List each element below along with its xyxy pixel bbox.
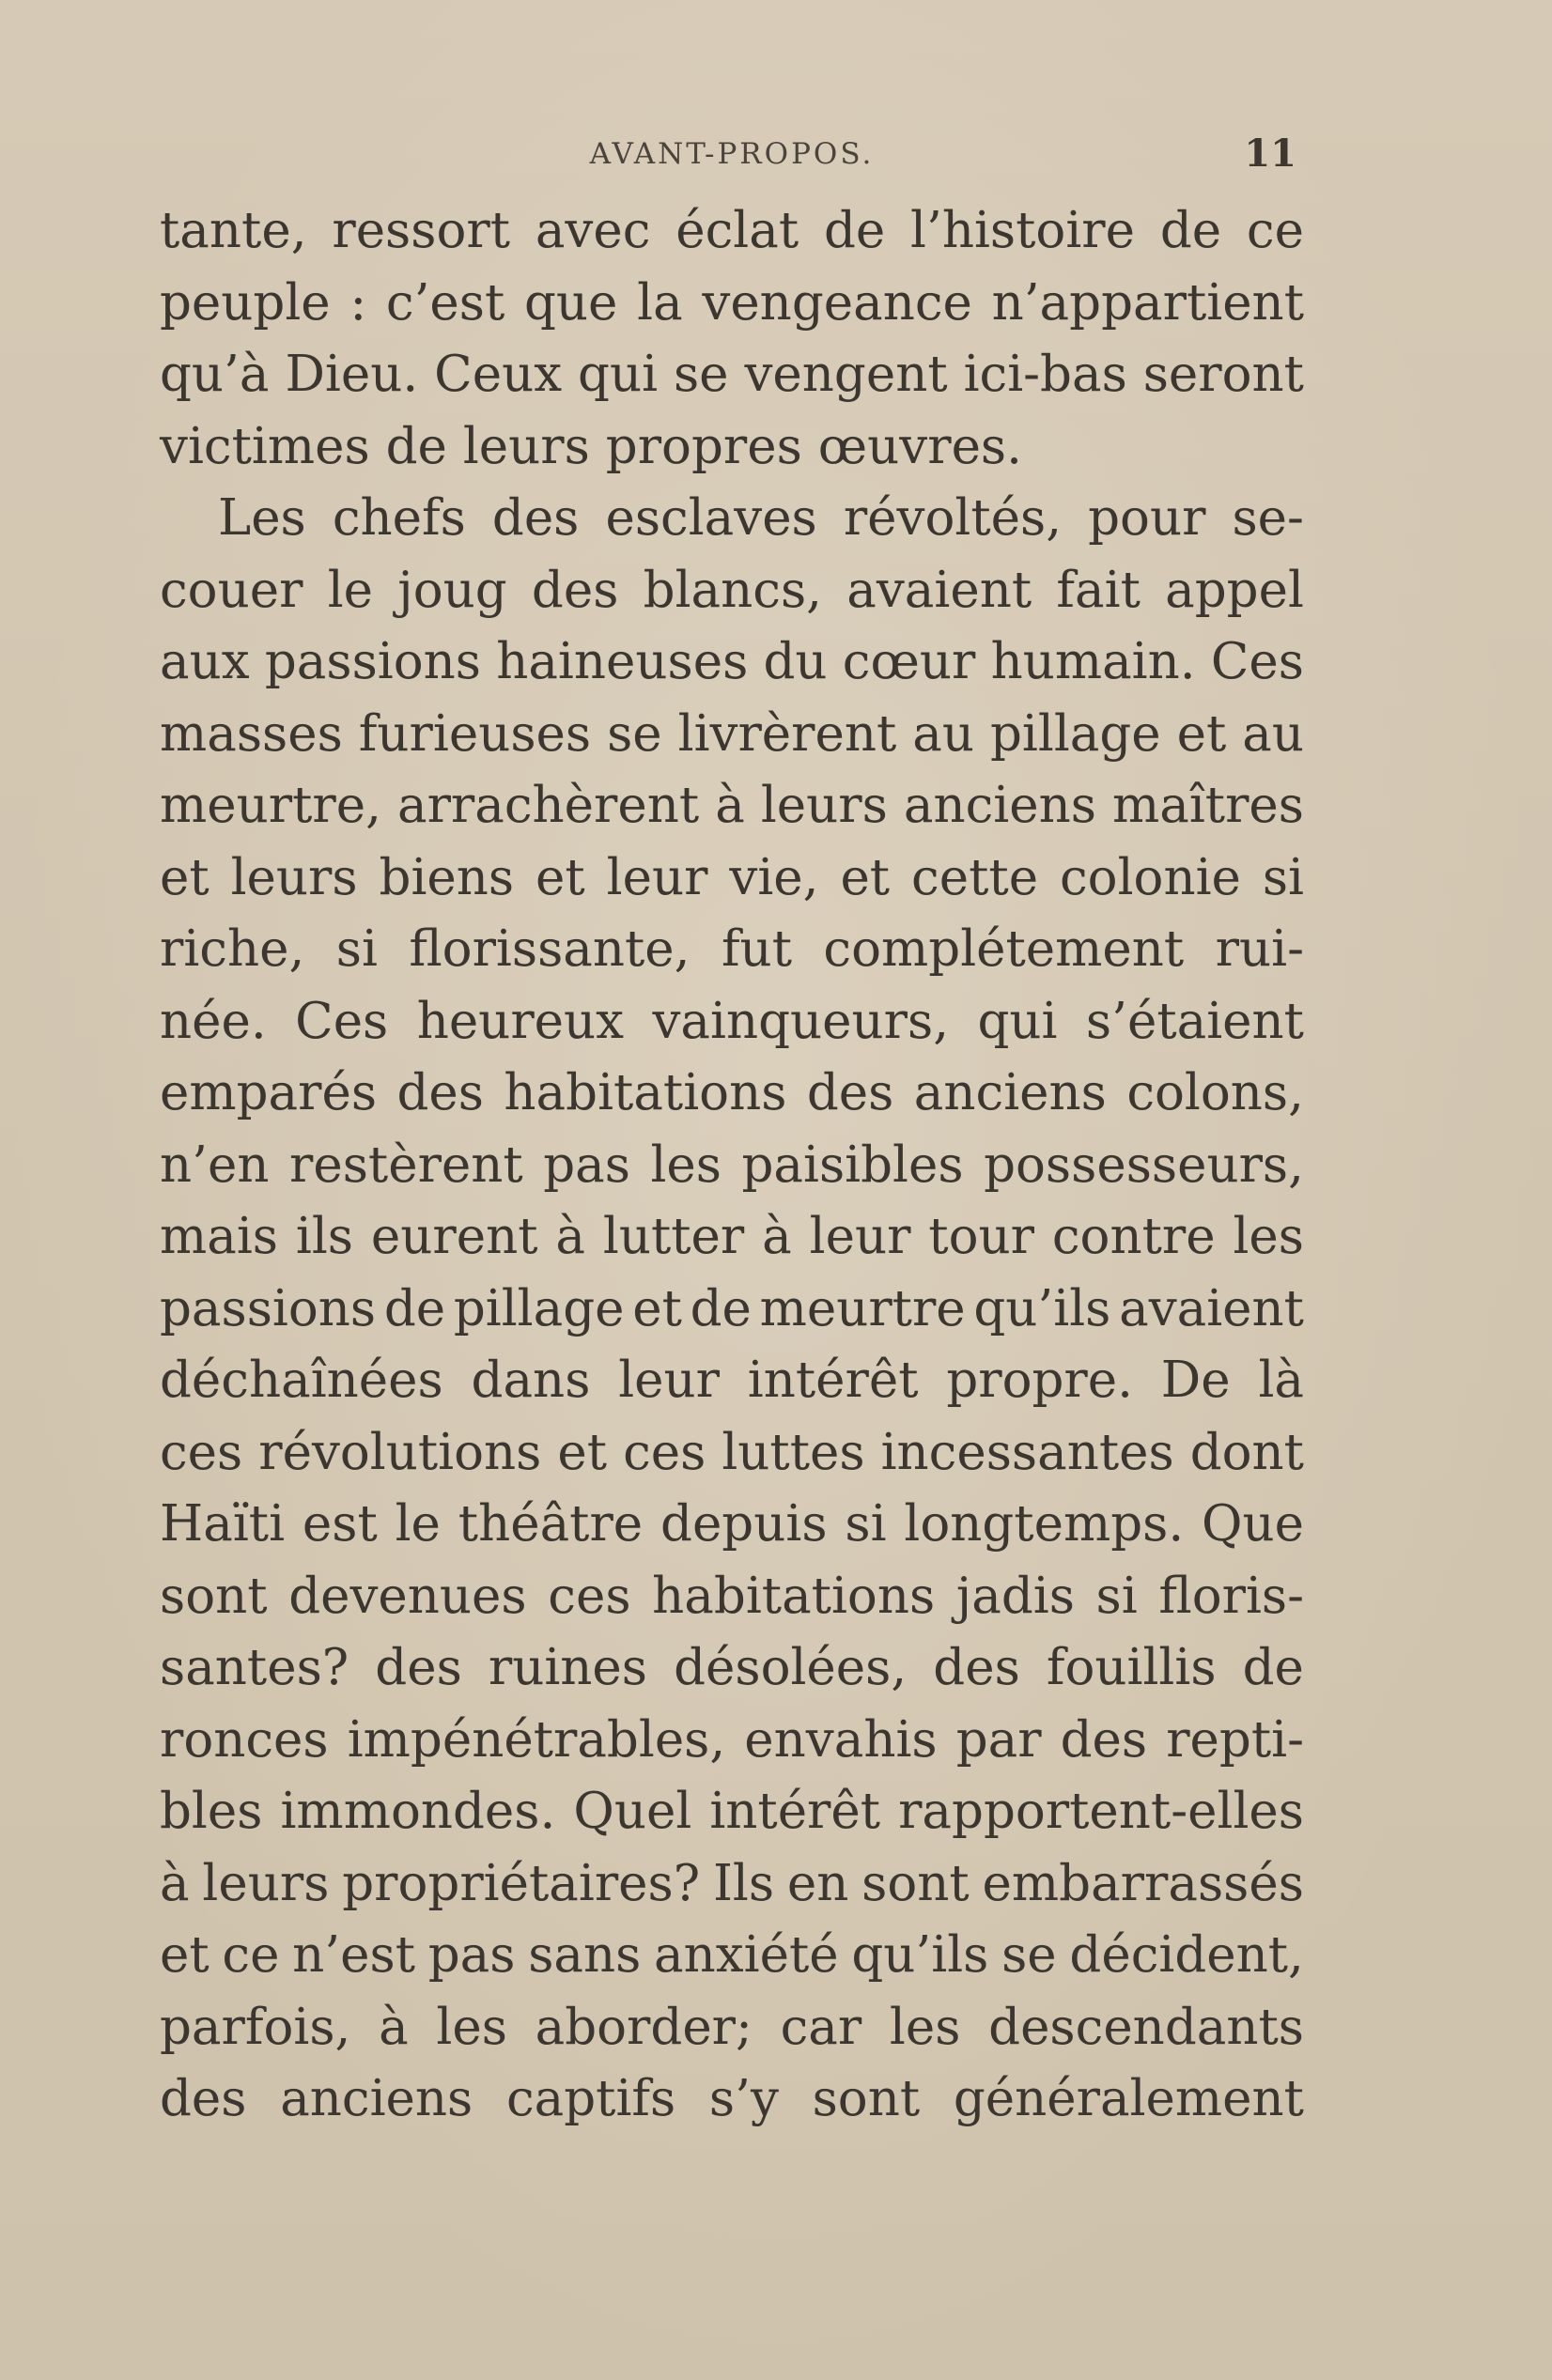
word: fut <box>721 920 792 978</box>
word: passions <box>160 1279 377 1337</box>
word: anciens <box>280 2070 473 2127</box>
text-line <box>160 1274 1304 1346</box>
word: : <box>349 273 367 332</box>
word: lutter <box>602 1208 745 1265</box>
word: avec <box>535 202 651 259</box>
body-text <box>160 195 1304 2136</box>
text-line <box>160 411 1304 484</box>
word: n’appartient <box>991 273 1304 332</box>
word: si <box>335 920 378 978</box>
word: meurtre, <box>160 777 381 834</box>
word: cœur <box>842 633 976 690</box>
word: Haïti <box>160 1495 286 1553</box>
word: rui- <box>1215 920 1304 978</box>
word: qui <box>977 992 1058 1050</box>
word: fouillis <box>1046 1639 1217 1696</box>
word: couer <box>160 561 303 619</box>
word: des <box>806 1064 894 1121</box>
word: au <box>1242 704 1304 763</box>
word: leur <box>618 1352 720 1409</box>
word: descendants <box>988 1998 1304 2056</box>
word: là <box>1258 1352 1304 1409</box>
word: qu’à <box>160 346 270 403</box>
word: à <box>160 1854 190 1912</box>
word: joug <box>397 561 507 619</box>
word: et <box>160 848 210 906</box>
word: de <box>823 202 886 259</box>
word: à <box>715 777 745 834</box>
text-line <box>160 483 1304 555</box>
word: immondes. <box>280 1783 556 1840</box>
word: des <box>160 2070 247 2127</box>
word: de <box>1159 202 1222 259</box>
word: les <box>436 1998 507 2056</box>
word: sont <box>812 2070 921 2127</box>
text-line <box>160 339 1304 411</box>
word: si <box>1095 1567 1138 1625</box>
word: meurtre <box>759 1279 966 1337</box>
text-line <box>160 626 1304 699</box>
word: qu’ils <box>851 1926 989 1984</box>
word: riche, <box>160 920 305 978</box>
word: floris- <box>1158 1567 1304 1625</box>
word: heureux <box>416 992 625 1050</box>
word: et <box>840 848 891 906</box>
word: habitations <box>652 1567 936 1625</box>
word: pour <box>1088 489 1206 547</box>
text-line <box>160 1920 1304 1992</box>
text-line <box>160 2063 1304 2136</box>
word: décident, <box>1069 1926 1304 1984</box>
word: de <box>383 1279 446 1337</box>
text-line <box>160 1848 1304 1921</box>
word: se- <box>1232 489 1304 547</box>
word: bles <box>160 1783 263 1840</box>
text-line <box>160 1561 1304 1633</box>
word: jadis <box>955 1567 1075 1625</box>
word: pillage <box>453 1279 625 1337</box>
word: complétement <box>823 920 1185 978</box>
word: qu’ils <box>973 1279 1111 1337</box>
word: est <box>302 1495 378 1553</box>
text-line <box>160 986 1304 1059</box>
word: née. <box>160 992 267 1050</box>
word: au <box>912 704 975 763</box>
word: les <box>1233 1208 1304 1265</box>
word: envahis <box>744 1710 938 1769</box>
word: peuple <box>160 273 331 332</box>
word: du <box>763 633 828 690</box>
word: restèrent <box>289 1136 523 1194</box>
word: haineuses <box>496 633 749 690</box>
word: arrachèrent <box>396 777 700 834</box>
text-line <box>160 1992 1304 2064</box>
word: leurs <box>230 848 358 906</box>
text-line <box>160 842 1304 915</box>
word: se <box>1001 1926 1057 1984</box>
word: Quel <box>573 1783 692 1840</box>
word: vengeance <box>702 273 972 332</box>
word: anciens <box>913 1064 1107 1121</box>
word: en <box>786 1854 849 1912</box>
word: vainqueurs, <box>652 992 950 1050</box>
word: depuis <box>660 1495 828 1553</box>
word: propre. <box>946 1352 1133 1409</box>
word: Ces <box>1210 633 1304 690</box>
word: propriétaires? <box>342 1854 701 1912</box>
word: le <box>327 561 374 619</box>
word: à <box>555 1208 585 1265</box>
word: par <box>955 1710 1042 1769</box>
word: possesseurs, <box>984 1136 1304 1194</box>
word: victimes <box>160 417 370 475</box>
word: leur <box>606 848 708 906</box>
word: à <box>762 1208 792 1265</box>
word: c’est <box>385 273 505 332</box>
word: humain. <box>990 633 1196 690</box>
word: de <box>1242 1639 1304 1696</box>
word: sans <box>528 1926 642 1984</box>
text-line <box>160 1632 1304 1705</box>
word: Ces <box>295 992 389 1050</box>
word: des <box>531 561 619 619</box>
word: et <box>1176 704 1227 763</box>
word: Que <box>1202 1495 1304 1553</box>
word: révolutions <box>258 1423 542 1481</box>
word: impénétrables, <box>347 1710 726 1769</box>
word: ils <box>295 1208 353 1265</box>
running-title: AVANT-PROPOS. <box>589 137 875 171</box>
word: des <box>933 1639 1020 1696</box>
text-line <box>160 268 1304 340</box>
word: livrèrent <box>677 704 897 763</box>
word: n’en <box>160 1136 270 1194</box>
word: eurent <box>370 1208 538 1265</box>
word: leurs <box>462 417 590 475</box>
word: se <box>607 704 662 763</box>
word: Ils <box>712 1854 775 1912</box>
word: ronces <box>160 1710 329 1769</box>
word: maîtres <box>1111 777 1304 834</box>
word: Les <box>218 489 306 547</box>
word: parfois, <box>160 1998 351 2056</box>
text-line <box>160 1201 1304 1274</box>
text-line <box>160 699 1304 771</box>
word: désolées, <box>674 1639 908 1696</box>
word: florissante, <box>409 920 691 978</box>
word: les <box>650 1136 722 1194</box>
word: des <box>1060 1710 1148 1769</box>
word: se <box>673 346 729 403</box>
word: tante, <box>160 202 307 259</box>
word: révoltés, <box>843 489 1063 547</box>
running-head <box>160 131 1304 176</box>
word: la <box>637 273 683 332</box>
word: passions <box>264 633 481 690</box>
word: ces <box>160 1423 243 1481</box>
word: ici-bas <box>963 346 1127 403</box>
word: généralement <box>953 2070 1304 2127</box>
word: des <box>375 1639 462 1696</box>
word: déchaînées <box>160 1352 443 1409</box>
word: seront <box>1142 346 1304 403</box>
word: dans <box>471 1352 591 1409</box>
word: pas <box>427 1926 516 1984</box>
word: cette <box>911 848 1039 906</box>
word: aborder; <box>535 1998 753 2056</box>
word: le <box>395 1495 441 1553</box>
word: captifs <box>505 2070 676 2127</box>
text-line <box>160 555 1304 627</box>
word: si <box>845 1495 887 1553</box>
word: intérêt <box>709 1783 881 1840</box>
word: vie, <box>729 848 819 906</box>
word: œuvres. <box>817 417 1022 475</box>
text-line <box>160 914 1304 986</box>
word: qui <box>578 346 659 403</box>
word: car <box>780 1998 862 2056</box>
word: appel <box>1165 561 1304 619</box>
text-line <box>160 770 1304 842</box>
word: des <box>396 1064 484 1121</box>
word: devenues <box>288 1567 527 1625</box>
word: paisibles <box>741 1136 964 1194</box>
word: ces <box>548 1567 631 1625</box>
word: à <box>379 1998 409 2056</box>
text-line <box>160 1130 1304 1202</box>
word: esclaves <box>605 489 817 547</box>
word: que <box>524 273 618 332</box>
word: fait <box>1056 561 1141 619</box>
text-line <box>160 1489 1304 1561</box>
word: ces <box>623 1423 706 1481</box>
word: de <box>385 417 447 475</box>
word: leurs <box>202 1854 330 1912</box>
word: pas <box>543 1136 630 1194</box>
word: vengent <box>744 346 948 403</box>
word: biens <box>379 848 515 906</box>
word: santes? <box>160 1639 349 1696</box>
text-line <box>160 1058 1304 1130</box>
word: l’histoire <box>910 202 1135 259</box>
word: les <box>889 1998 961 2056</box>
word: rapportent-elles <box>898 1783 1304 1840</box>
word: propres <box>605 417 802 475</box>
word: s’y <box>708 2070 779 2127</box>
word: avaient <box>1119 1279 1304 1337</box>
word: s’étaient <box>1085 992 1304 1050</box>
word: éclat <box>675 202 799 259</box>
text-line <box>160 195 1304 268</box>
word: sont <box>160 1567 268 1625</box>
word: Ceux <box>434 346 563 403</box>
word: si <box>1262 848 1304 906</box>
word: et <box>160 1926 210 1984</box>
text-line <box>160 1417 1304 1490</box>
word: de <box>690 1279 752 1337</box>
word: repti- <box>1166 1710 1304 1769</box>
word: Dieu. <box>285 346 419 403</box>
word: des <box>491 489 580 547</box>
word: masses <box>160 704 343 763</box>
word: emparés <box>160 1064 378 1121</box>
word: luttes <box>722 1423 865 1481</box>
word: théâtre <box>458 1495 644 1553</box>
text-line <box>160 1776 1304 1848</box>
word: et <box>535 848 585 906</box>
word: et <box>557 1423 608 1481</box>
word: ce <box>222 1926 280 1984</box>
word: anxiété <box>654 1926 839 1984</box>
word: leur <box>809 1208 911 1265</box>
word: ce <box>1246 202 1304 259</box>
page-number: 11 <box>1244 131 1296 176</box>
text-line <box>160 1345 1304 1417</box>
word: blancs, <box>643 561 823 619</box>
word: colonie <box>1060 848 1241 906</box>
word: ruines <box>488 1639 647 1696</box>
word: chefs <box>332 489 466 547</box>
text-line <box>160 1705 1304 1777</box>
word: aux <box>160 633 250 690</box>
word: dont <box>1189 1423 1304 1481</box>
word: embarrassés <box>982 1854 1304 1912</box>
word: contre <box>1051 1208 1216 1265</box>
word: leurs <box>760 777 888 834</box>
word: colons, <box>1126 1064 1304 1121</box>
word: mais <box>160 1208 279 1265</box>
word: furieuses <box>358 704 592 763</box>
word: tour <box>928 1208 1034 1265</box>
word: ressort <box>332 202 510 259</box>
word: sont <box>861 1854 970 1912</box>
word: anciens <box>903 777 1096 834</box>
word: n’est <box>292 1926 416 1984</box>
word: incessantes <box>880 1423 1174 1481</box>
word: De <box>1160 1352 1231 1409</box>
word: habitations <box>504 1064 787 1121</box>
word: avaient <box>846 561 1032 619</box>
word: longtemps. <box>904 1495 1185 1553</box>
word: pillage <box>989 704 1161 763</box>
word: intérêt <box>747 1352 919 1409</box>
word: et <box>632 1279 682 1337</box>
